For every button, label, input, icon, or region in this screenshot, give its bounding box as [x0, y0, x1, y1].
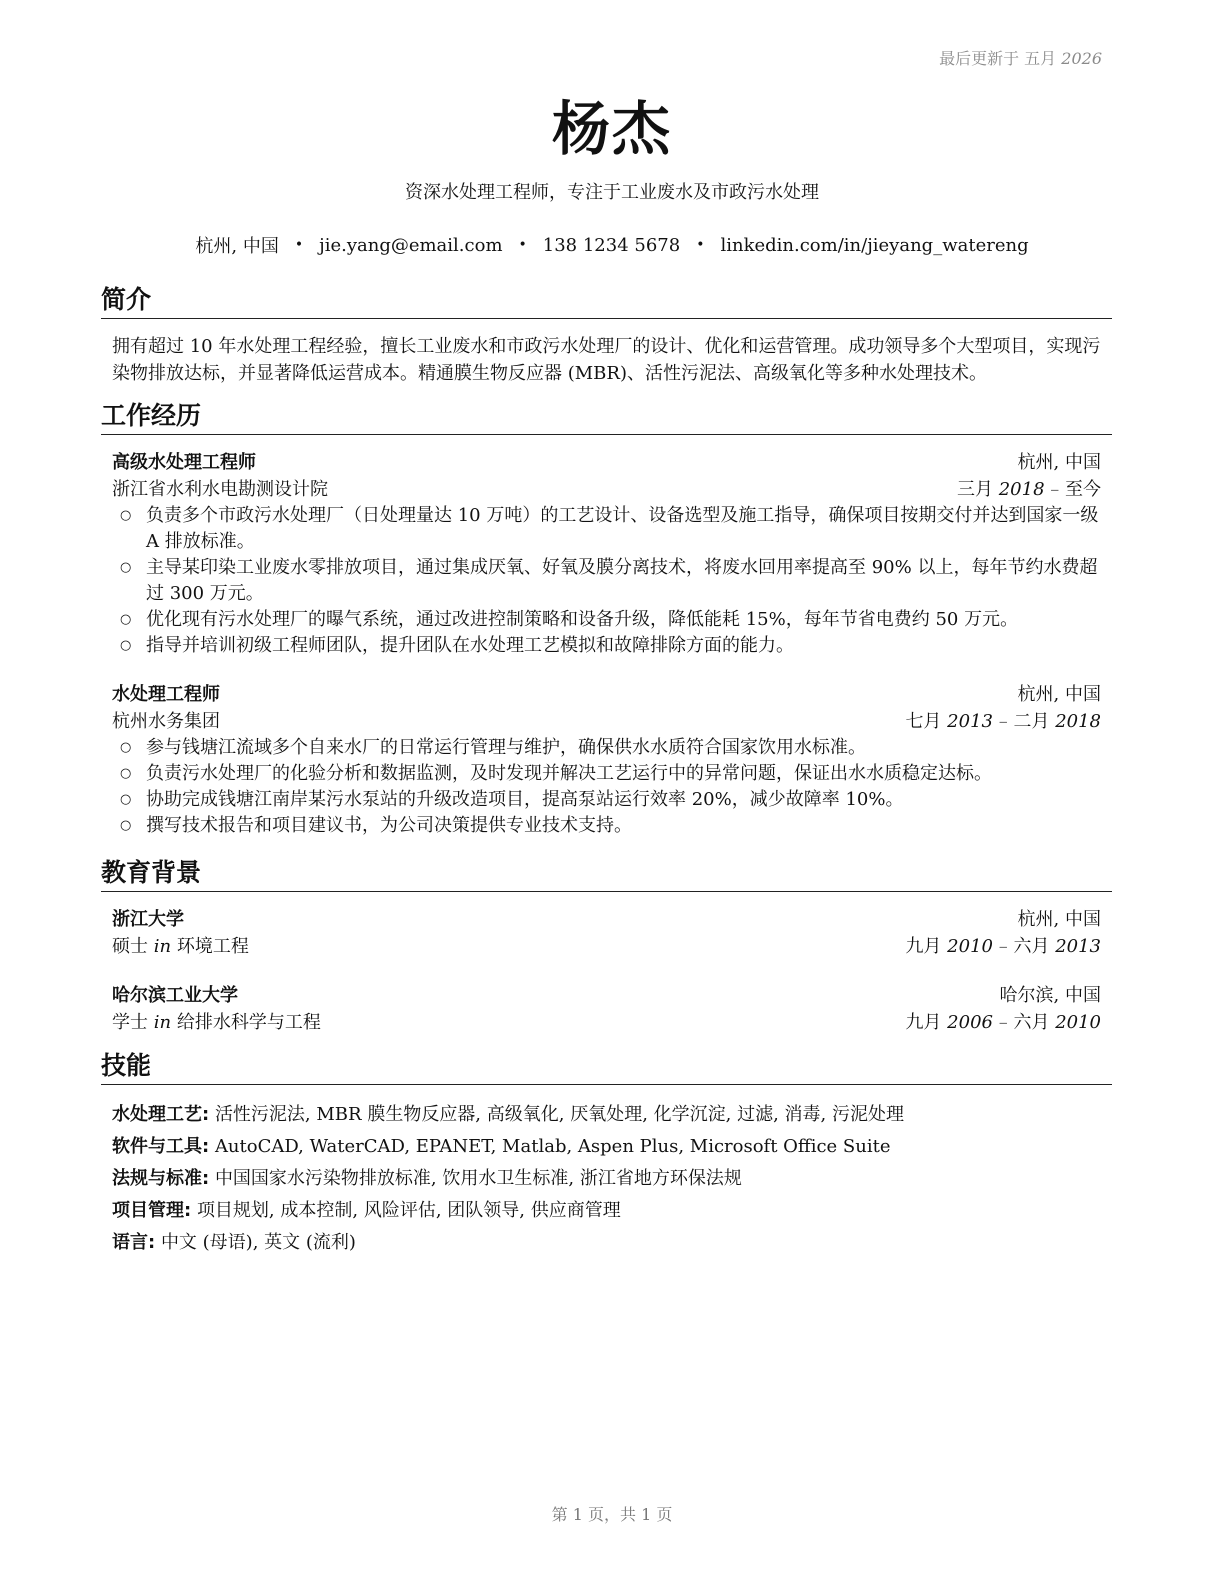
experience-section: [101, 400, 1112, 839]
degree-in: in: [153, 1012, 172, 1033]
contact-email-link[interactable]: jie.yang@email.com: [319, 234, 503, 256]
last-updated-prefix: 最后更新于: [939, 49, 1020, 68]
contact-separator: •: [294, 237, 304, 253]
bullet-circle-icon: ○: [120, 740, 132, 755]
date-dash: –: [998, 711, 1008, 732]
bullet-circle-icon: ○: [120, 818, 132, 833]
education-section: [101, 857, 1112, 1036]
job-dates: [905, 708, 1101, 735]
bullet-text: 撰写技术报告和项目建议书，为公司决策提供专业技术支持。: [146, 815, 632, 836]
school-location: 哈尔滨, 中国: [999, 985, 1101, 1006]
list-item: [112, 813, 1101, 839]
school-name: 哈尔滨工业大学: [112, 985, 238, 1006]
school-name: 浙江大学: [112, 909, 184, 930]
date-dash: –: [1050, 479, 1060, 500]
skill-row: [112, 1195, 1101, 1227]
bullet-circle-icon: ○: [120, 766, 132, 781]
job-end-year: 2018: [1055, 711, 1101, 732]
edu-end-year: 2013: [1055, 936, 1101, 957]
job-company: 杭州水务集团: [112, 711, 220, 732]
summary-section: [101, 284, 1112, 387]
list-item: [112, 503, 1101, 555]
job-bullets: [112, 503, 1101, 659]
job-start-month: 七月: [905, 711, 942, 732]
candidate-name: 杨杰: [551, 95, 672, 163]
list-item: [112, 555, 1101, 607]
bullet-circle-icon: ○: [120, 560, 132, 575]
skill-row: [112, 1227, 1101, 1259]
contact-separator: •: [696, 237, 705, 253]
degree-major: 环境工程: [176, 936, 249, 957]
skills-heading: 技能: [101, 1050, 1112, 1085]
degree-major: 给排水科学与工程: [176, 1012, 321, 1033]
list-item: [112, 787, 1101, 813]
job-entry: [112, 449, 1101, 659]
skill-row: [112, 1131, 1101, 1163]
summary-text: 拥有超过 10 年水处理工程经验，擅长工业废水和市政污水处理厂的设计、优化和运营管理。成功领导多个大型项目，实现污染物排放达标，并显著降低运营成本。精通膜生物反应器 (MBR)、活性污泥法、高级氧化等多种水处理技术。: [112, 336, 1101, 384]
candidate-subtitle: 资深水处理工程师，专注于工业废水及市政污水处理: [405, 182, 819, 203]
page-footer: 第 1 页，共 1 页: [551, 1505, 673, 1524]
skills-section: [101, 1050, 1112, 1259]
date-dash: –: [998, 936, 1008, 957]
list-item: [112, 735, 1101, 761]
bullet-text: 指导并培训初级工程师团队，提升团队在水处理工艺模拟和故障排除方面的能力。: [146, 635, 794, 656]
contact-separator: •: [518, 237, 527, 253]
job-start-year: 2013: [947, 711, 993, 732]
list-item: [112, 761, 1101, 787]
bullet-circle-icon: ○: [120, 792, 132, 807]
bullet-text: 负责污水处理厂的化验分析和数据监测，及时发现并解决工艺运行中的异常问题，保证出水水质稳定达标。: [146, 763, 992, 784]
skill-label: 语言:: [112, 1232, 156, 1253]
education-dates: [905, 933, 1101, 960]
skill-row: [112, 1099, 1101, 1131]
bullet-text: 主导某印染工业废水零排放项目，通过集成厌氧、好氧及膜分离技术，将废水回用率提高至 90% 以上，每年节约水费超过 300 万元。: [146, 557, 1098, 604]
education-heading: 教育背景: [101, 857, 1112, 892]
bullet-circle-icon: ○: [120, 508, 132, 523]
degree-level: 学士: [112, 1012, 148, 1033]
last-updated-year: 2026: [1061, 49, 1102, 68]
job-start-year: 2018: [998, 479, 1045, 500]
edu-start-month: 九月: [905, 1012, 942, 1033]
list-item: [112, 633, 1101, 659]
last-updated: [939, 46, 1102, 69]
job-start-month: 三月: [956, 479, 993, 500]
skill-value: 项目规划, 成本控制, 风险评估, 团队领导, 供应商管理: [196, 1200, 621, 1221]
contact-line: [0, 232, 1224, 258]
date-dash: –: [998, 1012, 1008, 1033]
last-updated-month: 五月: [1024, 49, 1057, 68]
edu-start-year: 2010: [947, 936, 993, 957]
bullet-text: 负责多个市政污水处理厂（日处理量达 10 万吨）的工艺设计、设备选型及施工指导，确保项目按期交付并达到国家一级 A 排放标准。: [146, 505, 1099, 552]
job-location: 杭州, 中国: [1017, 684, 1101, 705]
bullet-text: 优化现有污水处理厂的曝气系统，通过改进控制策略和设备升级，降低能耗 15%，每年节省电费约 50 万元。: [146, 609, 1019, 630]
bullet-circle-icon: ○: [120, 638, 132, 653]
skill-label: 水处理工艺:: [112, 1104, 210, 1125]
skill-label: 项目管理:: [112, 1200, 192, 1221]
edu-end-year: 2010: [1055, 1012, 1101, 1033]
contact-linkedin-link[interactable]: linkedin.com/in/jieyang_watereng: [720, 234, 1029, 256]
skill-row: [112, 1163, 1101, 1195]
skill-label: 法规与标准:: [112, 1168, 210, 1189]
bullet-circle-icon: ○: [120, 612, 132, 627]
job-bullets: [112, 735, 1101, 839]
education-dates: [905, 1009, 1101, 1036]
education-entry: [112, 906, 1101, 960]
skill-label: 软件与工具:: [112, 1136, 210, 1157]
degree-in: in: [153, 936, 172, 957]
summary-heading: 简介: [101, 284, 1112, 319]
job-end-month: 二月: [1013, 711, 1050, 732]
bullet-text: 参与钱塘江流域多个自来水厂的日常运行管理与维护，确保供水水质符合国家饮用水标准。: [146, 737, 866, 758]
school-location: 杭州, 中国: [1017, 909, 1101, 930]
degree: [112, 933, 249, 960]
edu-end-month: 六月: [1013, 936, 1050, 957]
job-dates: [957, 476, 1101, 503]
edu-end-month: 六月: [1013, 1012, 1050, 1033]
job-entry: [112, 681, 1101, 839]
contact-phone: 138 1234 5678: [542, 234, 681, 256]
bullet-text: 协助完成钱塘江南岸某污水泵站的升级改造项目，提高泵站运行效率 20%，减少故障率 10%。: [146, 789, 904, 810]
edu-start-year: 2006: [947, 1012, 993, 1033]
job-end: 至今: [1065, 479, 1101, 500]
job-location: 杭州, 中国: [1017, 452, 1101, 473]
job-company: 浙江省水利水电勘测设计院: [112, 479, 328, 500]
experience-heading: 工作经历: [101, 400, 1112, 435]
skill-value: 中文 (母语), 英文 (流利): [160, 1232, 356, 1253]
skill-value: 中国国家水污染物排放标准, 饮用水卫生标准, 浙江省地方环保法规: [214, 1168, 742, 1189]
job-title: 高级水处理工程师: [112, 452, 256, 473]
degree-level: 硕士: [112, 936, 148, 957]
skill-value: AutoCAD, WaterCAD, EPANET, Matlab, Aspen Plus, Microsoft Office Suite: [214, 1136, 891, 1157]
skill-value: 活性污泥法, MBR 膜生物反应器, 高级氧化, 厌氧处理, 化学沉淀, 过滤, 消毒, 污泥处理: [214, 1104, 904, 1125]
contact-location: 杭州, 中国: [195, 236, 279, 257]
edu-start-month: 九月: [905, 936, 942, 957]
job-title: 水处理工程师: [112, 684, 220, 705]
degree: [112, 1009, 321, 1036]
education-entry: [112, 982, 1101, 1036]
list-item: [112, 607, 1101, 633]
